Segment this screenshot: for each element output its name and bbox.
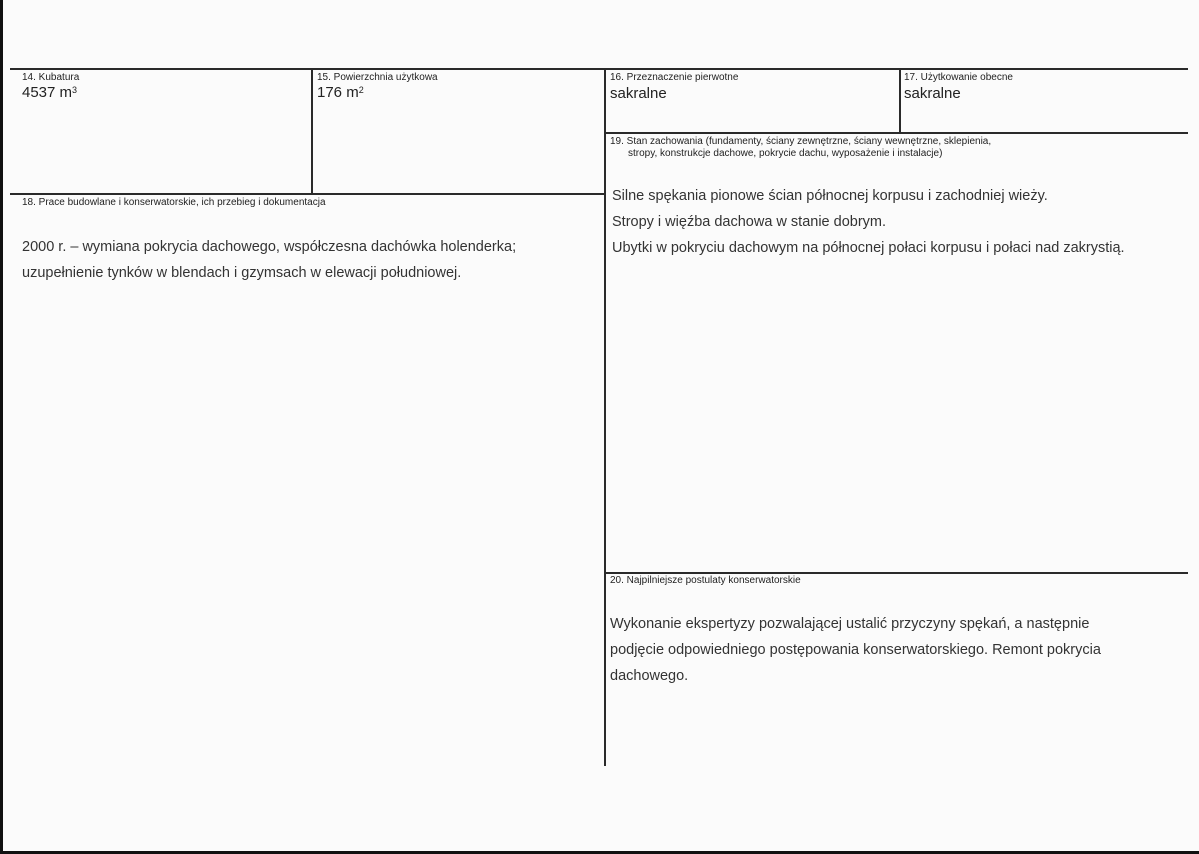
rule-above-18 bbox=[10, 193, 605, 195]
field-15-label: 15. Powierzchnia użytkowa bbox=[317, 72, 438, 83]
field-14-label: 14. Kubatura bbox=[22, 72, 80, 83]
field-18-line: 2000 r. – wymiana pokrycia dachowego, współczesna dachówka holenderka; bbox=[22, 239, 517, 255]
field-20-line: dachowego. bbox=[610, 668, 689, 684]
field-16-value: sakralne bbox=[610, 85, 667, 102]
rule-vertical-16-17 bbox=[899, 68, 901, 132]
field-19-label-line-1: 19. Stan zachowania (fundamenty, ściany zewnętrzne, ściany wewnętrzne, sklepienia, bbox=[610, 136, 992, 147]
rule-vertical-14-15 bbox=[311, 68, 313, 194]
field-18-label: 18. Prace budowlane i konserwatorskie, ich przebieg i dokumentacja bbox=[22, 197, 326, 208]
field-20-line: Wykonanie ekspertyzy pozwalającej ustalić przyczyny spękań, a następnie bbox=[610, 616, 1090, 632]
field-17-value: sakralne bbox=[904, 85, 961, 102]
rule-top bbox=[10, 68, 1188, 70]
field-19-text bbox=[612, 183, 1125, 261]
rule-vertical-center bbox=[604, 68, 606, 766]
field-18-line: uzupełnienie tynków w blendach i gzymsach w elewacji południowej. bbox=[22, 265, 462, 281]
field-20-label: 20. Najpilniejsze postulaty konserwatorskie bbox=[610, 575, 801, 586]
field-19-line: Silne spękania pionowe ścian północnej korpusu i zachodniej wieży. bbox=[612, 188, 1048, 204]
field-15-value: 176 $m^2$ bbox=[317, 84, 364, 101]
field-18-text bbox=[22, 234, 516, 286]
rule-below-16-17 bbox=[604, 132, 1188, 134]
field-19-label-line-2: stropy, konstrukcje dachowe, pokrycie dachu, wyposażenie i instalacje) bbox=[628, 148, 943, 159]
field-20-text bbox=[610, 611, 1101, 689]
rule-above-20 bbox=[604, 572, 1188, 574]
field-19-line: Ubytki w pokryciu dachowym na północnej połaci korpusu i połaci nad zakrystią. bbox=[612, 240, 1125, 256]
field-16-label: 16. Przeznaczenie pierwotne bbox=[610, 72, 739, 83]
field-17-label: 17. Użytkowanie obecne bbox=[904, 72, 1013, 83]
field-20-line: podjęcie odpowiedniego postępowania konserwatorskiego. Remont pokrycia bbox=[610, 642, 1101, 658]
field-19-line: Stropy i więźba dachowa w stanie dobrym. bbox=[612, 214, 887, 230]
scan-left-edge bbox=[0, 0, 3, 854]
field-14-value: 4537 $m^3$ bbox=[22, 84, 78, 101]
